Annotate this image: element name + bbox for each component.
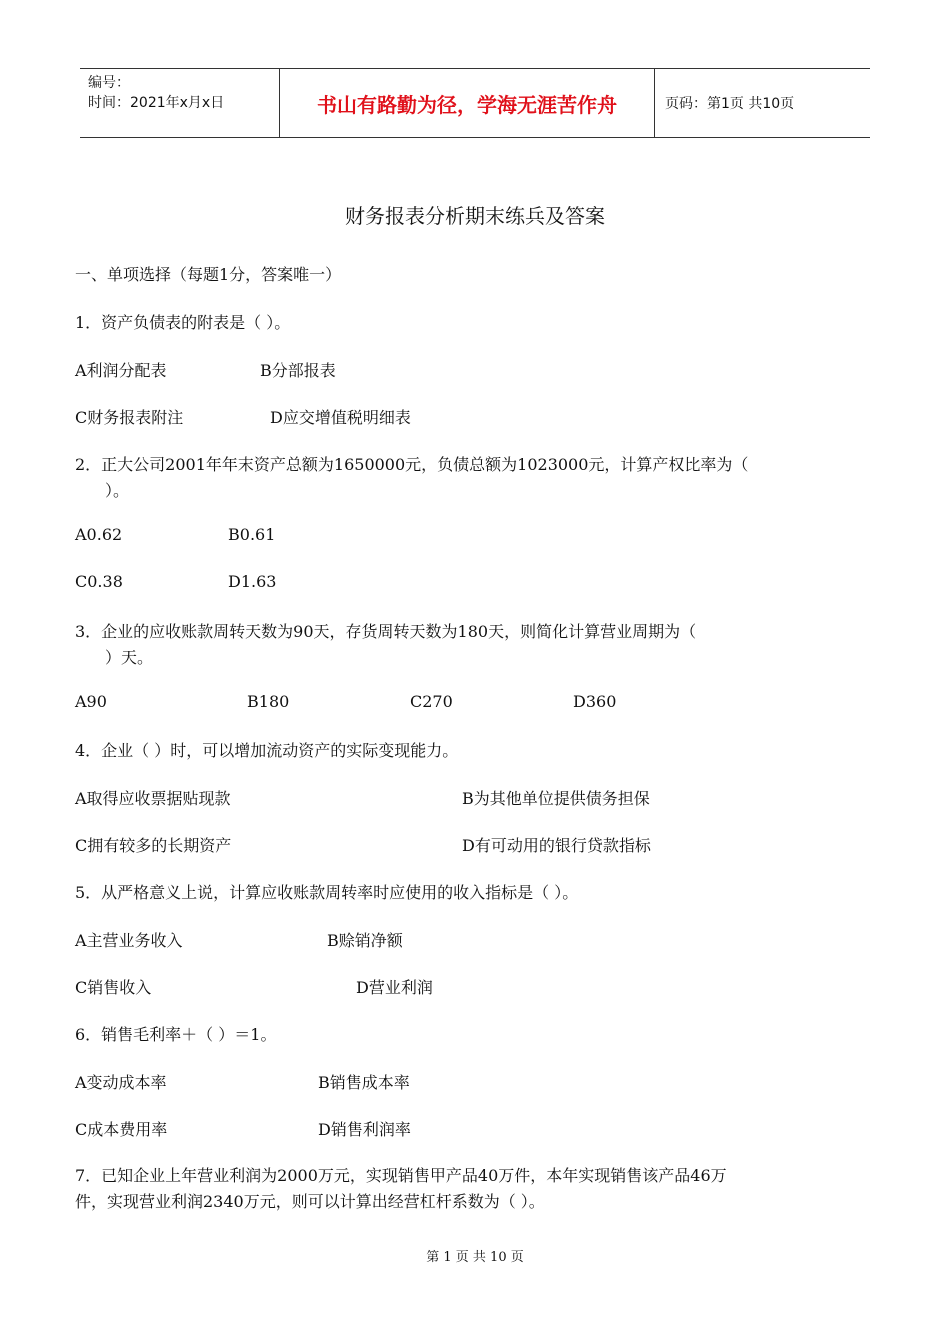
question-7-line-1: 7．已知企业上年营业利润为2000万元，实现销售甲产品40万件，本年实现销售该产品46万 [75, 1166, 727, 1185]
question-5: 5．从严格意义上说，计算应收账款周转率时应使用的收入指标是（ ）。 [75, 883, 579, 902]
q1-option-c: C财务报表附注 [75, 408, 184, 427]
header-meta [80, 69, 280, 137]
header-motto: 书山有路勤为径，学海无涯苦作舟 [280, 69, 655, 137]
q2-option-a: A0.62 [75, 525, 123, 544]
q2-option-c: C0.38 [75, 572, 123, 591]
q5-option-a: A主营业务收入 [75, 931, 183, 950]
question-2 [75, 452, 865, 504]
question-7-line-2: 件，实现营业利润2340万元，则可以计算出经营杠杆系数为（ ）。 [75, 1192, 545, 1211]
q4-option-b: B为其他单位提供债务担保 [462, 789, 650, 808]
page-footer: 第 1 页 共 10 页 [426, 1250, 524, 1265]
section-heading: 一、单项选择（每题1分，答案唯一） [75, 265, 342, 284]
number-label: 编号： [88, 75, 130, 91]
q6-option-c: C成本费用率 [75, 1120, 168, 1139]
q6-option-b: B销售成本率 [318, 1073, 410, 1092]
q4-option-c: C拥有较多的长期资产 [75, 836, 232, 855]
question-4: 4．企业（ ）时，可以增加流动资产的实际变现能力。 [75, 741, 459, 760]
q1-option-b: B分部报表 [260, 361, 336, 380]
q5-option-b: B赊销净额 [327, 931, 403, 950]
question-7 [75, 1163, 865, 1215]
q3-option-b: B180 [247, 692, 290, 711]
question-3-line-1: 3．企业的应收账款周转天数为90天，存货周转天数为180天，则简化计算营业周期为（ [75, 622, 697, 641]
page-header [80, 68, 870, 138]
q3-option-c: C270 [410, 692, 453, 711]
q3-option-a: A90 [75, 692, 107, 711]
q5-option-c: C销售收入 [75, 978, 152, 997]
q2-option-d: D1.63 [228, 572, 277, 591]
document-title: 财务报表分析期末练兵及答案 [345, 204, 605, 228]
header-page-info: 页码：第1页 共10页 [665, 96, 795, 112]
question-6: 6．销售毛利率＋（ ）＝1。 [75, 1025, 277, 1044]
time-label: 时间：2021年x月x日 [88, 95, 225, 111]
question-3 [75, 619, 865, 671]
q1-option-a: A利润分配表 [75, 361, 167, 380]
q3-option-d: D360 [573, 692, 617, 711]
q6-option-d: D销售利润率 [318, 1120, 411, 1139]
q2-option-b: B0.61 [228, 525, 276, 544]
q6-option-a: A变动成本率 [75, 1073, 167, 1092]
q5-option-d: D营业利润 [356, 978, 433, 997]
question-1: 1．资产负债表的附表是（ ）。 [75, 313, 291, 332]
question-2-line-1: 2．正大公司2001年年末资产总额为1650000元，负债总额为1023000元，计算产权比率为（ [75, 455, 749, 474]
q1-option-d: D应交增值税明细表 [270, 408, 411, 427]
question-2-line-2: ）。 [105, 481, 130, 500]
q4-option-d: D有可动用的银行贷款指标 [462, 836, 651, 855]
q4-option-a: A取得应收票据贴现款 [75, 789, 231, 808]
question-3-line-2: ）天。 [105, 648, 154, 667]
